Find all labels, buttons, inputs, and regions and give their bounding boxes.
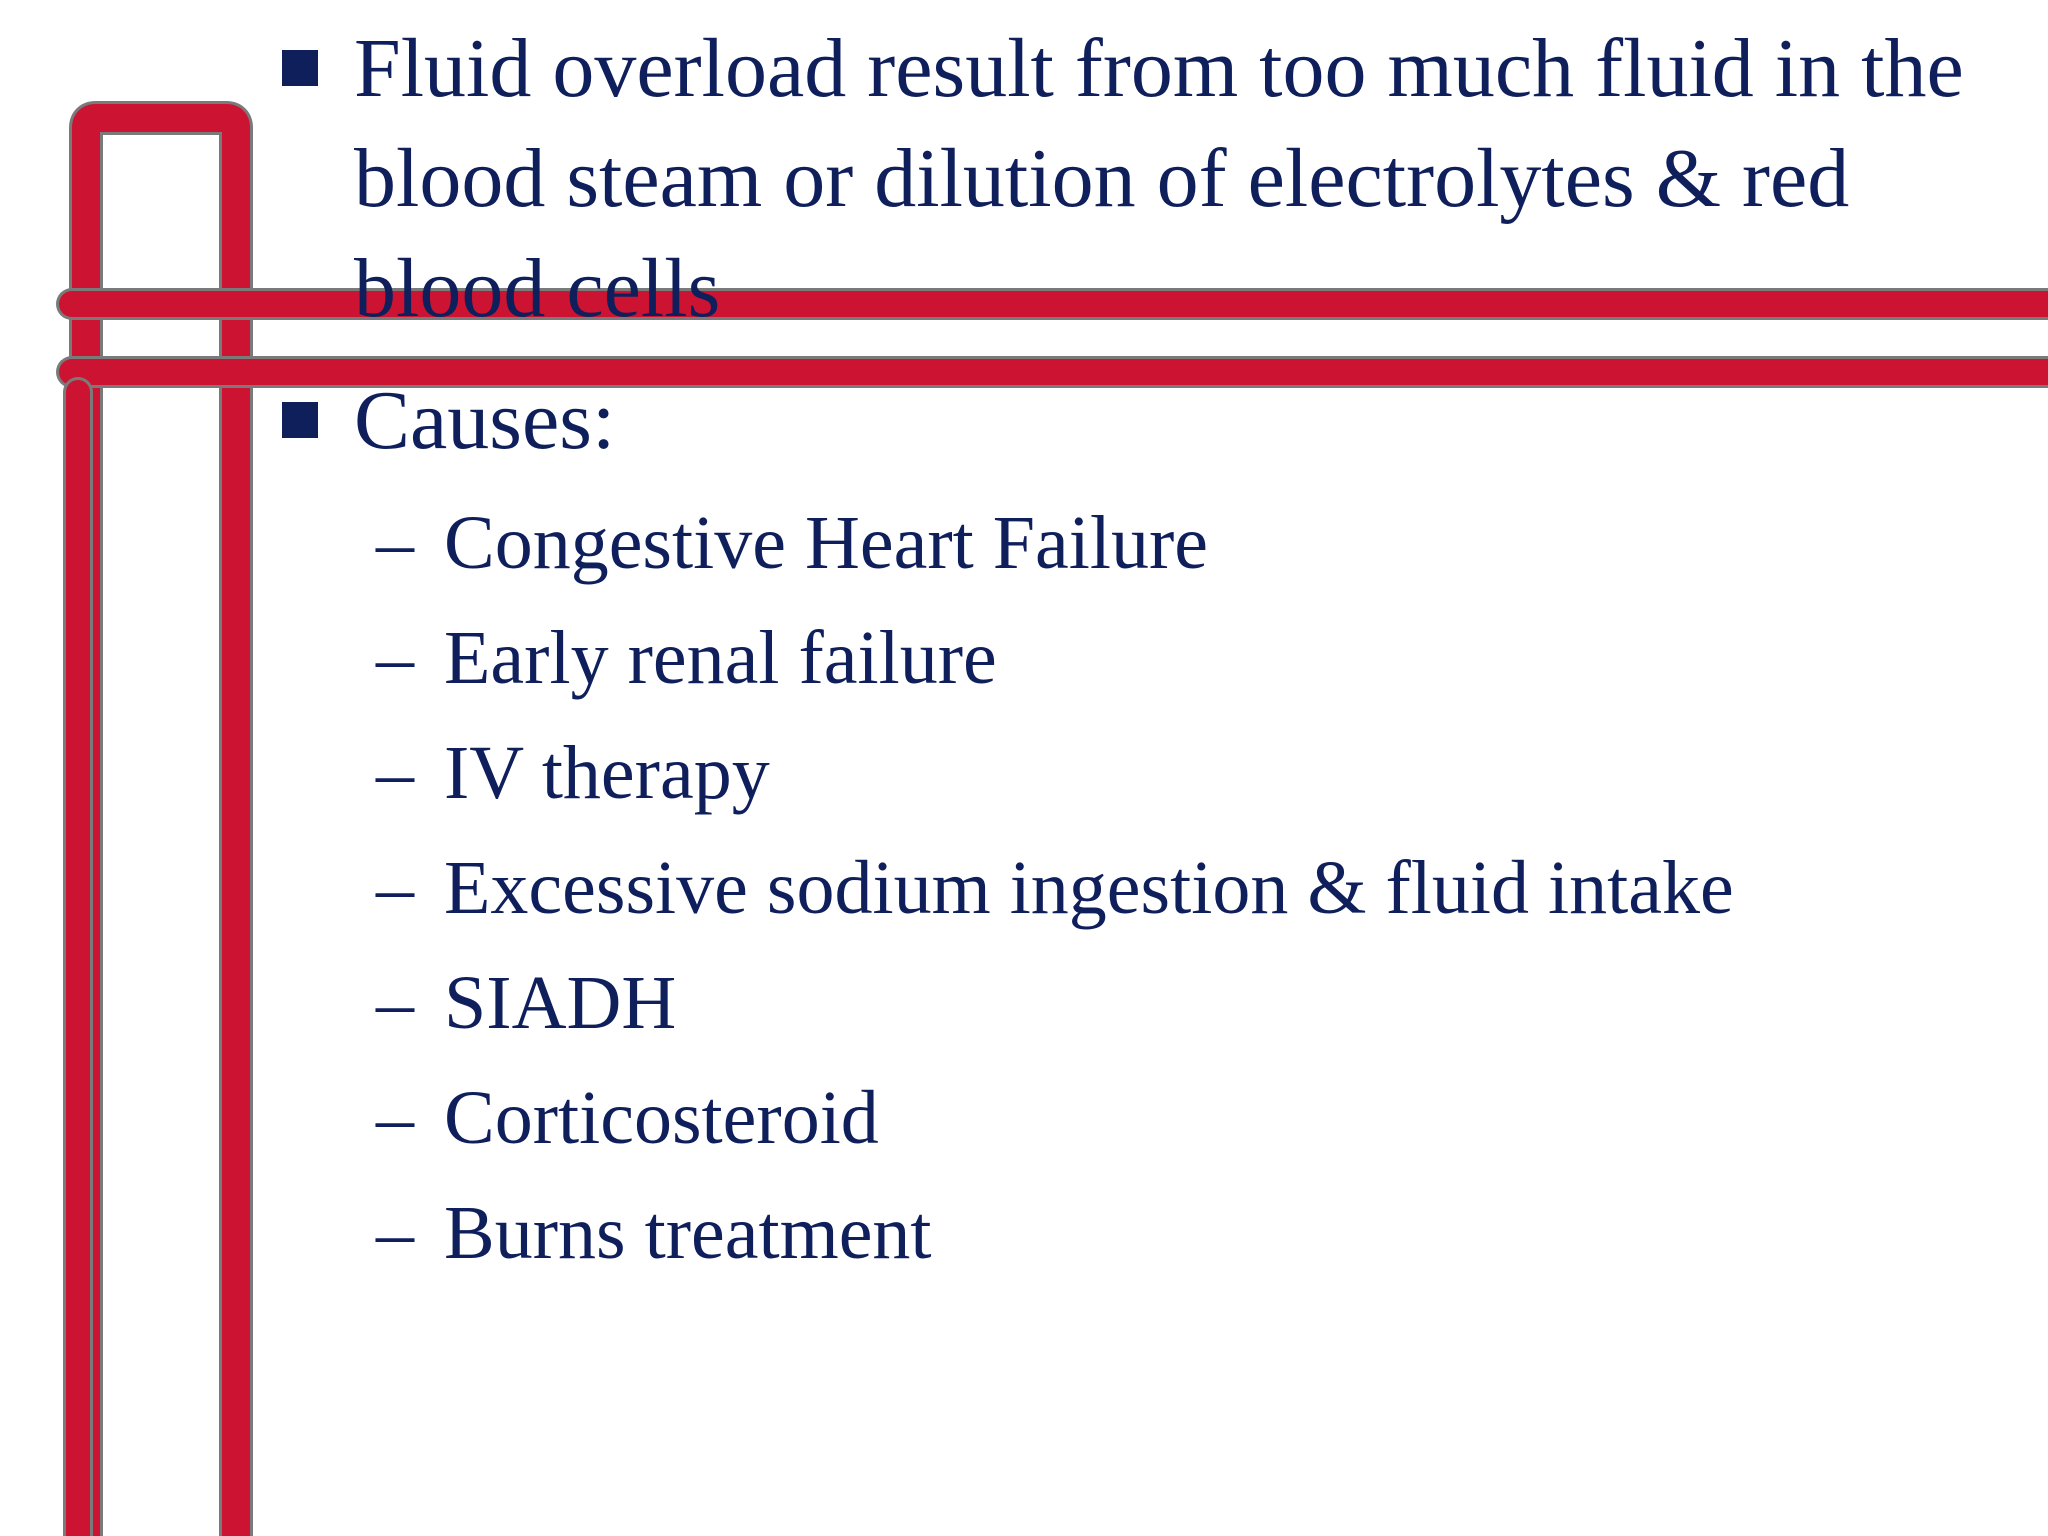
- square-bullet-icon: [282, 402, 318, 438]
- list-item: [376, 946, 1734, 1061]
- list-item: [376, 486, 1734, 601]
- cause-text: SIADH: [444, 961, 677, 1045]
- causes-list: [376, 486, 1734, 1291]
- dash-marker: –: [376, 501, 414, 585]
- dash-marker: –: [376, 846, 414, 930]
- list-item: [376, 716, 1734, 831]
- list-item: [376, 1061, 1734, 1176]
- cause-text: Congestive Heart Failure: [444, 501, 1209, 585]
- cause-text: Corticosteroid: [444, 1076, 879, 1160]
- dash-marker: –: [376, 616, 414, 700]
- square-bullet-icon: [282, 50, 318, 86]
- dash-marker: –: [376, 731, 414, 815]
- bullet-fluid-overload: [354, 14, 2014, 344]
- bullet-causes: [354, 366, 2014, 476]
- dash-marker: –: [376, 1191, 414, 1275]
- list-item: [376, 831, 1734, 946]
- dash-marker: –: [376, 961, 414, 1045]
- cause-text: Excessive sodium ingestion & fluid intake: [444, 846, 1734, 930]
- dash-marker: –: [376, 1076, 414, 1160]
- cause-text: IV therapy: [444, 731, 770, 815]
- cause-text: Early renal failure: [444, 616, 997, 700]
- bullet-text: Causes:: [354, 374, 616, 467]
- list-item: [376, 601, 1734, 716]
- bullet-text: Fluid overload result from too much fluid in the blood steam or dilution of electrolytes & red blood cells: [354, 22, 1964, 335]
- cause-text: Burns treatment: [444, 1191, 932, 1275]
- list-item: [376, 1176, 1734, 1291]
